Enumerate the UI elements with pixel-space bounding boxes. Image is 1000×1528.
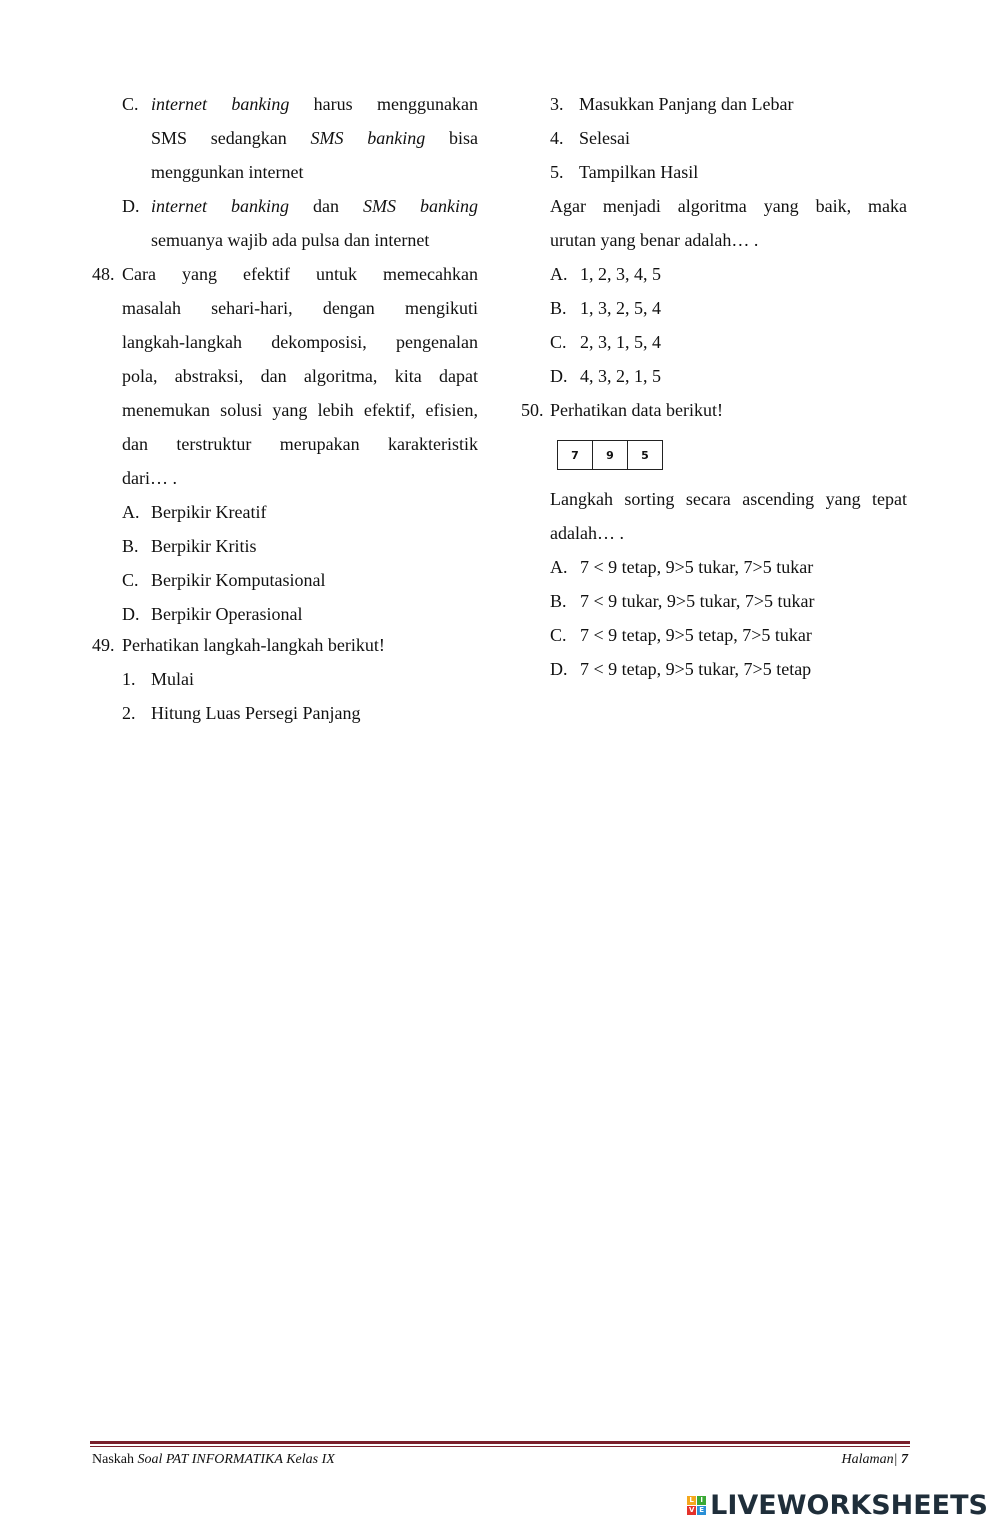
q49-step-number: 3.: [550, 94, 564, 114]
q50-option-c[interactable]: 7 < 9 tetap, 9>5 tetap, 7>5 tukar: [580, 625, 812, 645]
q48-option-a-letter: A.: [122, 502, 140, 522]
data-cell: 5: [627, 441, 663, 469]
q50-prompt-line-1: Langkah sorting secara ascending yang tepat: [550, 489, 907, 509]
q49-prompt-line-2: urutan yang benar adalah… .: [550, 230, 759, 250]
q48-line-2: masalah sehari-hari, dengan mengikuti: [122, 298, 478, 318]
q48-line-5: menemukan solusi yang lebih efektif, efisien,: [122, 400, 478, 420]
option-letter: C.: [122, 94, 139, 114]
q48-line-4: pola, abstraksi, dan algoritma, kita dapat: [122, 366, 478, 386]
q49-option-d[interactable]: 4, 3, 2, 1, 5: [580, 366, 661, 386]
footer-rule: [90, 1441, 910, 1444]
q49-step-5: Tampilkan Hasil: [579, 162, 699, 182]
q50-option-a[interactable]: 7 < 9 tetap, 9>5 tukar, 7>5 tukar: [580, 557, 814, 577]
q48-option-b-letter: B.: [122, 536, 139, 556]
liveworksheets-grid-icon: L I V E: [687, 1496, 706, 1515]
q50-prompt-line-2: adalah… .: [550, 523, 624, 543]
q49-option-a[interactable]: 1, 2, 3, 4, 5: [580, 264, 661, 284]
q48-line-6: dan terstruktur merupakan karakteristik: [122, 434, 478, 454]
option-c-line-3: menggunkan internet: [151, 162, 304, 182]
q49-step-2: Hitung Luas Persegi Panjang: [151, 703, 361, 723]
q48-option-d-letter: D.: [122, 604, 140, 624]
q50-data-box: [557, 440, 663, 470]
q50-option-d-letter: D.: [550, 659, 568, 679]
q49-prompt-line-1: Agar menjadi algoritma yang baik, maka: [550, 196, 907, 216]
q48-option-a[interactable]: Berpikir Kreatif: [151, 502, 267, 522]
q49-option-b[interactable]: 1, 3, 2, 5, 4: [580, 298, 661, 318]
question-number-50: 50.: [521, 400, 544, 420]
q49-step-number: 1.: [122, 669, 136, 689]
footer-page-number: Halaman| 7: [841, 1452, 908, 1467]
q50-option-c-letter: C.: [550, 625, 567, 645]
q49-step-number: 2.: [122, 703, 136, 723]
q49-option-c-letter: C.: [550, 332, 567, 352]
q48-line-7: dari… .: [122, 468, 177, 488]
q48-option-c-letter: C.: [122, 570, 139, 590]
q49-text: Perhatikan langkah-langkah berikut!: [122, 635, 385, 655]
q50-option-b[interactable]: 7 < 9 tukar, 9>5 tukar, 7>5 tukar: [580, 591, 815, 611]
q50-option-a-letter: A.: [550, 557, 568, 577]
footer-document-title: Naskah Soal PAT INFORMATIKA Kelas IX: [92, 1452, 335, 1467]
data-cell: 7: [557, 441, 592, 469]
option-c-line-2: SMS sedangkan SMS banking bisa: [151, 128, 479, 148]
q49-option-d-letter: D.: [550, 366, 568, 386]
q49-step-1: Mulai: [151, 669, 194, 689]
question-number-49: 49.: [92, 635, 115, 655]
option-letter: D.: [122, 196, 140, 216]
q49-step-4: Selesai: [579, 128, 630, 148]
option-d-line-1: internet banking dan SMS banking: [151, 196, 478, 216]
q49-option-c[interactable]: 2, 3, 1, 5, 4: [580, 332, 661, 352]
q48-option-b[interactable]: Berpikir Kritis: [151, 536, 257, 556]
q49-option-a-letter: A.: [550, 264, 568, 284]
q49-step-3: Masukkan Panjang dan Lebar: [579, 94, 794, 114]
q48-option-d[interactable]: Berpikir Operasional: [151, 604, 303, 624]
q48-option-c[interactable]: Berpikir Komputasional: [151, 570, 326, 590]
option-d-line-2: semuanya wajib ada pulsa dan internet: [151, 230, 430, 250]
q50-text: Perhatikan data berikut!: [550, 400, 723, 420]
q49-step-number: 4.: [550, 128, 564, 148]
q50-option-b-letter: B.: [550, 591, 567, 611]
question-number-48: 48.: [92, 264, 115, 284]
q48-line-1: Cara yang efektif untuk memecahkan: [122, 264, 478, 284]
q50-option-d[interactable]: 7 < 9 tetap, 9>5 tukar, 7>5 tetap: [580, 659, 812, 679]
data-cell: 9: [592, 441, 627, 469]
liveworksheets-logo: [687, 1488, 988, 1522]
liveworksheets-text: LIVEWORKSHEETS: [710, 1489, 988, 1521]
option-c-line-1: internet banking harus menggunakan: [151, 94, 478, 114]
q48-line-3: langkah-langkah dekomposisi, pengenalan: [122, 332, 478, 352]
footer-rule-thin: [90, 1446, 910, 1447]
q49-option-b-letter: B.: [550, 298, 567, 318]
q49-step-number: 5.: [550, 162, 564, 182]
